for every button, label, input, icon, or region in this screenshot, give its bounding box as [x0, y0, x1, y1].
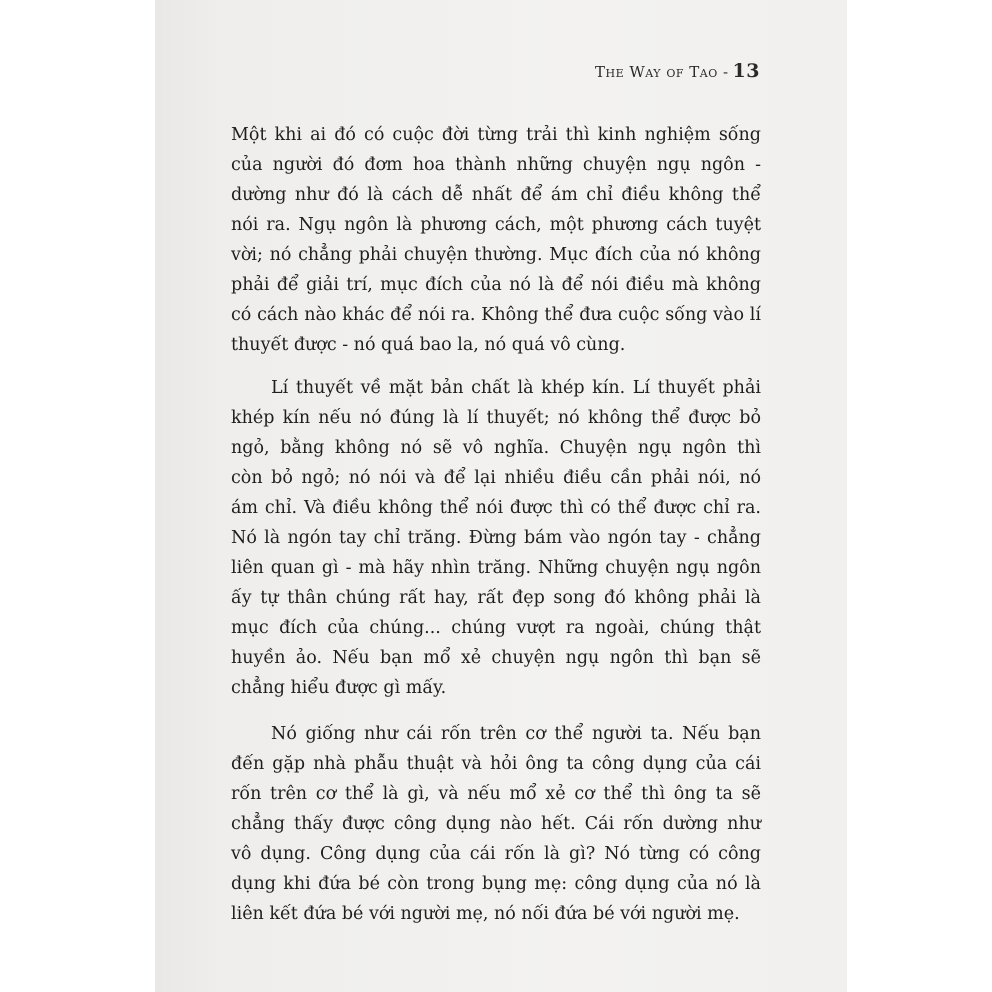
- text-line: mục đích của chúng... chúng vượt ra ngoài, chúng thật: [231, 618, 761, 638]
- text-line: liên quan gì - mà hãy nhìn trăng. Những chuyện ngụ ngôn: [231, 558, 761, 578]
- text-line: Nó là ngón tay chỉ trăng. Đừng bám vào ngón tay - chẳng: [231, 528, 761, 548]
- text-line: dường như đó là cách dễ nhất để ám chỉ điều không thể: [231, 185, 761, 205]
- text-line: ngỏ, bằng không nó sẽ vô nghĩa. Chuyện ngụ ngôn thì: [231, 438, 761, 458]
- text-line: vời; nó chẳng phải chuyện thường. Mục đích của nó không: [231, 245, 761, 265]
- text-line: còn bỏ ngỏ; nó nói và để lại nhiều điều cần phải nói, nó: [231, 468, 761, 488]
- text-line: rốn trên cơ thể là gì, và nếu mổ xẻ cơ thể thì ông ta sẽ: [231, 784, 761, 804]
- text-line: ám chỉ. Và điều không thể nói được thì có thể được chỉ ra.: [231, 498, 761, 518]
- page-number: 13: [732, 60, 760, 82]
- text-line: có cách nào khác để nói ra. Không thể đưa cuộc sống vào lí: [231, 305, 761, 325]
- text-line: Một khi ai đó có cuộc đời từng trải thì kinh nghiệm sống: [231, 125, 761, 145]
- text-line: của người đó đơm hoa thành những chuyện ngụ ngôn -: [231, 155, 761, 175]
- paragraph-1: [231, 120, 761, 360]
- text-line: nói ra. Ngụ ngôn là phương cách, một phương cách tuyệt: [231, 215, 761, 235]
- text-line: Nó giống như cái rốn trên cơ thể người ta. Nếu bạn: [271, 724, 761, 744]
- text-line: thuyết được - nó quá bao la, nó quá vô cùng.: [231, 335, 626, 355]
- paragraph-3: [231, 719, 761, 929]
- text-line: vô dụng. Công dụng của cái rốn là gì? Nó từng có công: [231, 844, 761, 864]
- text-line: khép kín nếu nó đúng là lí thuyết; nó không thể được bỏ: [231, 408, 761, 428]
- text-line: đến gặp nhà phẫu thuật và hỏi ông ta công dụng của cái: [231, 754, 761, 774]
- header-title: The Way of Tao -: [594, 63, 729, 81]
- text-line: chẳng thấy được công dụng nào hết. Cái rốn dường như: [231, 814, 761, 834]
- text-line: huyền ảo. Nếu bạn mổ xẻ chuyện ngụ ngôn thì bạn sẽ: [231, 648, 761, 668]
- text-line: chẳng hiểu được gì mấy.: [231, 678, 447, 698]
- text-line: liên kết đứa bé với người mẹ, nó nối đứa bé với người mẹ.: [231, 904, 740, 924]
- paragraph-2: [231, 373, 761, 703]
- text-line: phải để giải trí, mục đích của nó là để nói điều mà không: [231, 275, 761, 295]
- text-line: dụng khi đứa bé còn trong bụng mẹ: công dụng của nó là: [231, 874, 761, 894]
- running-header: [595, 60, 760, 82]
- text-line: Lí thuyết về mặt bản chất là khép kín. Lí thuyết phải: [271, 378, 761, 398]
- text-line: ấy tự thân chúng rất hay, rất đẹp song đó không phải là: [231, 588, 761, 608]
